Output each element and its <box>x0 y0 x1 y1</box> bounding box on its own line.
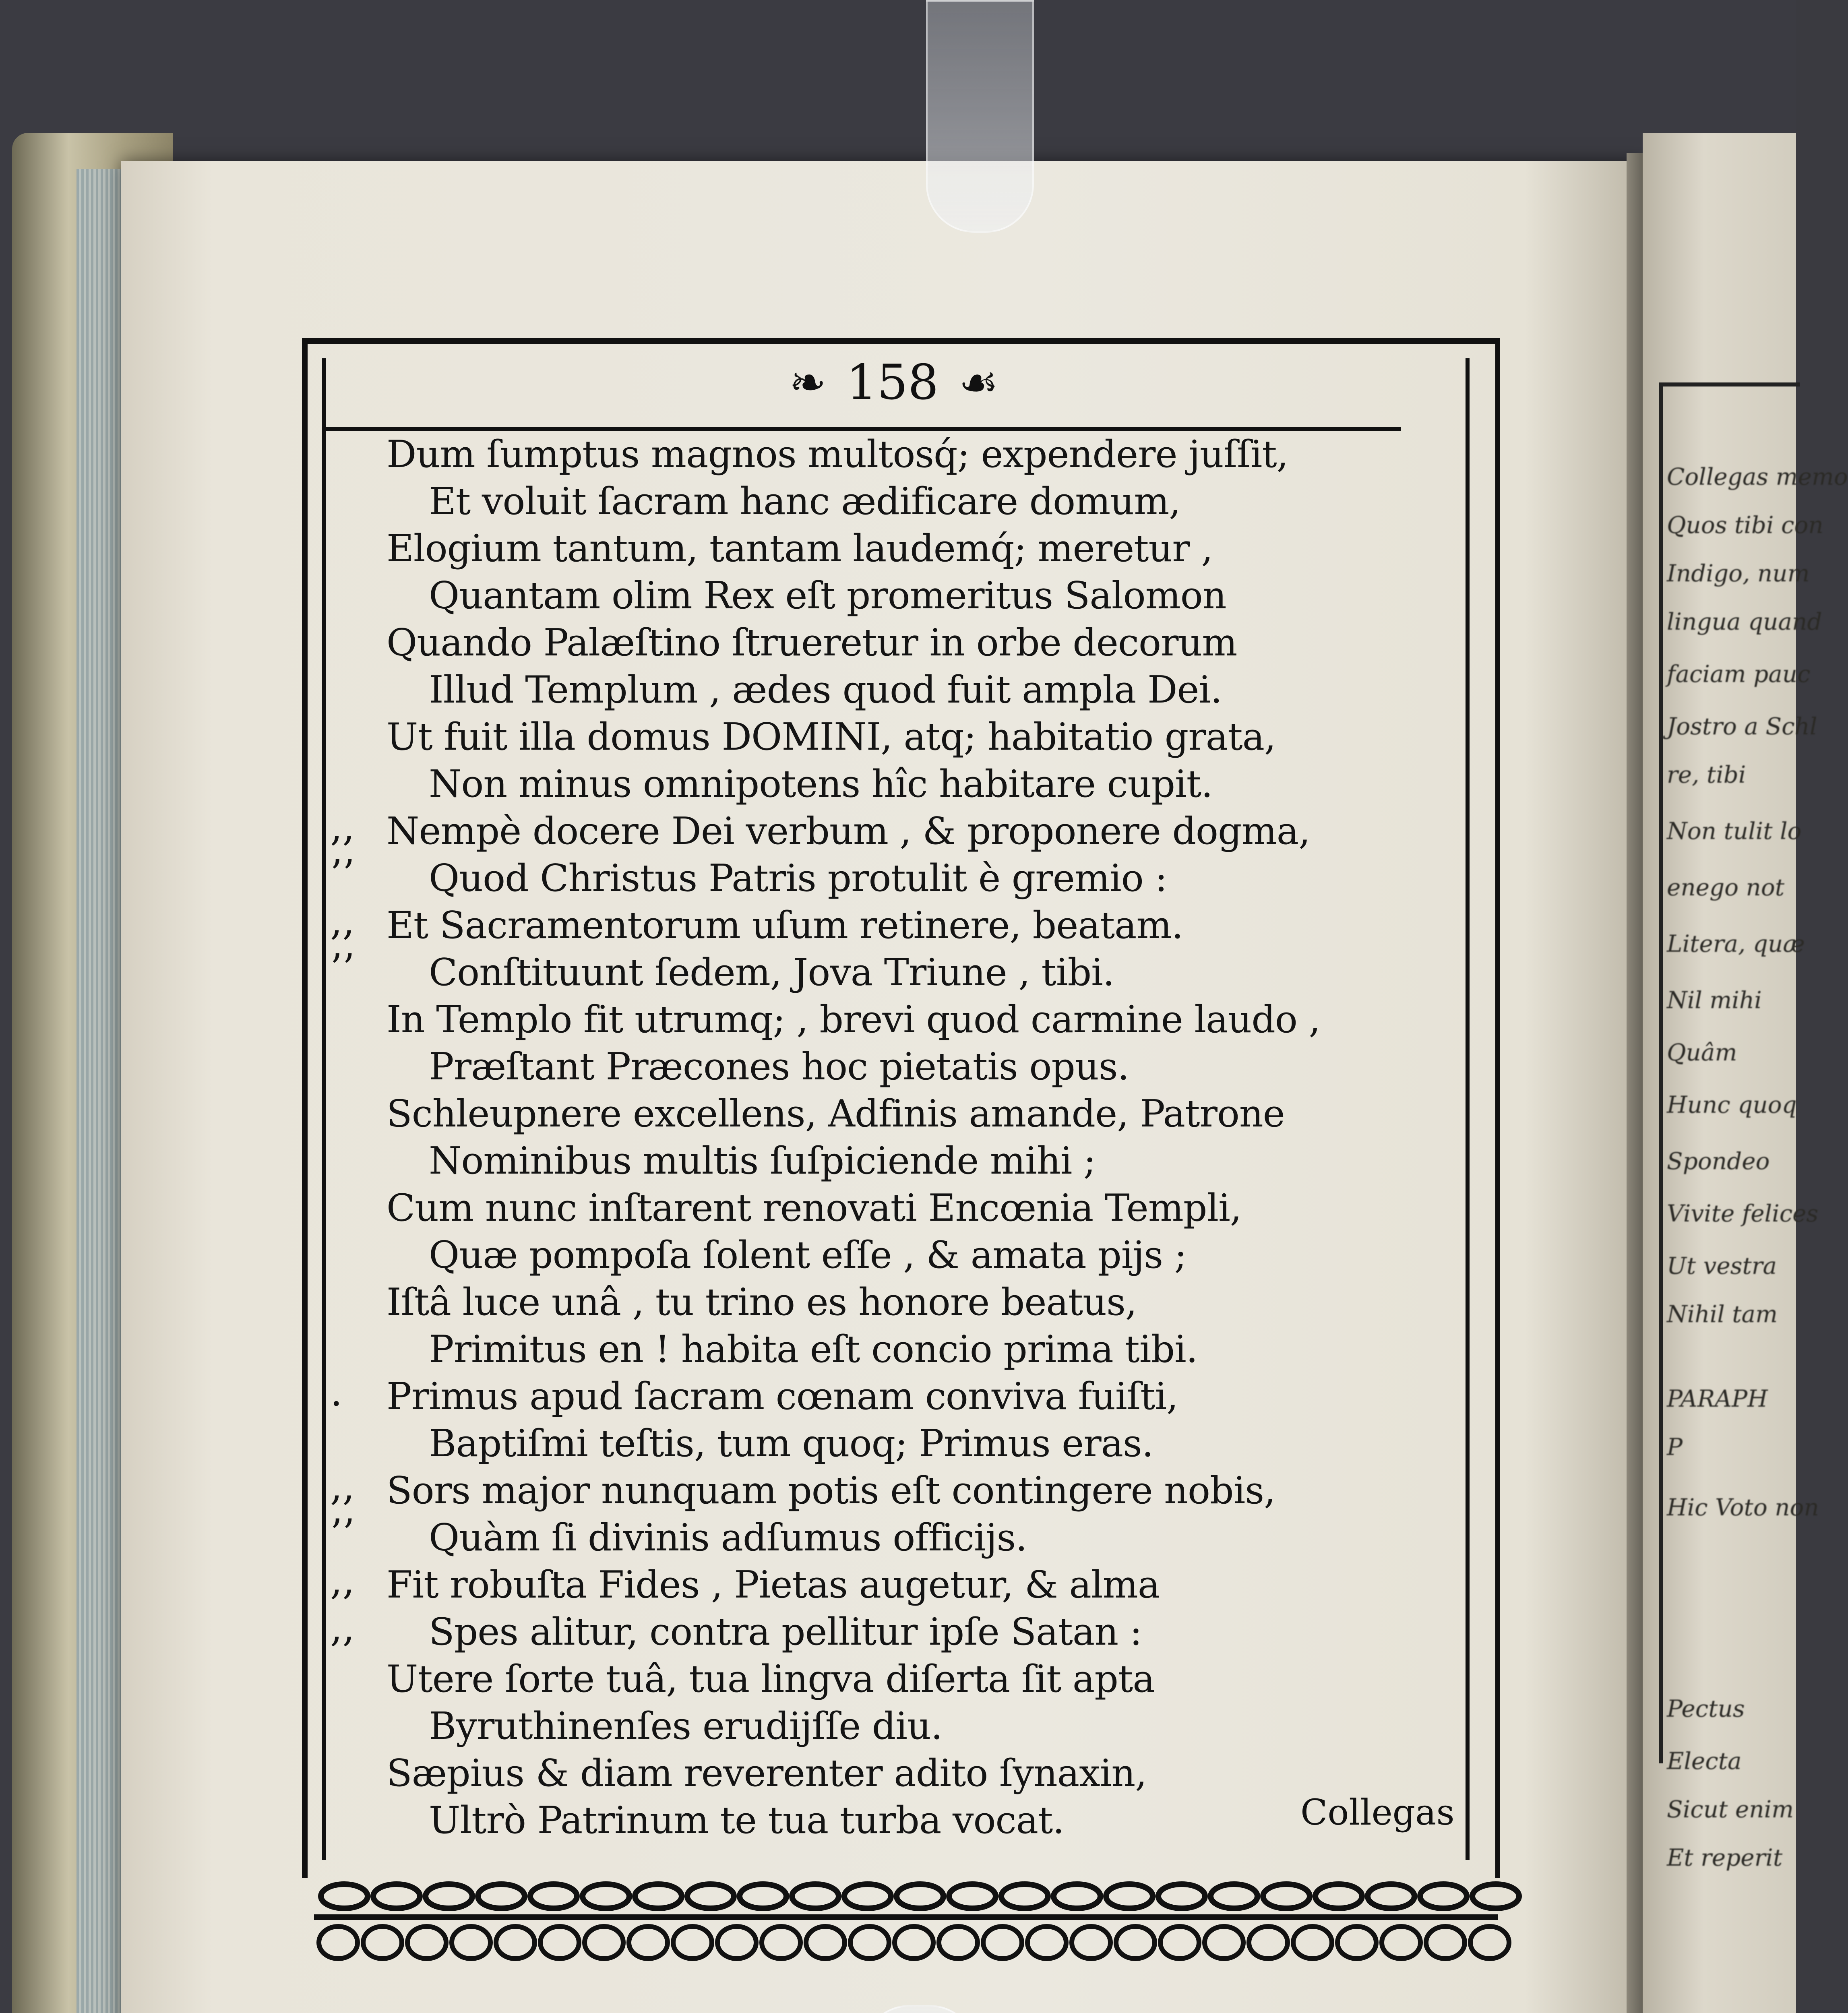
verse-line <box>330 1511 1397 1561</box>
verse-line <box>330 851 1397 902</box>
verse-line <box>330 1090 1397 1137</box>
ornament-loop <box>1106 1884 1153 1908</box>
verse-line <box>330 1797 1397 1844</box>
verse-text: Iſtâ luce unâ , tu trino es honore beatus, <box>387 1280 1137 1324</box>
ornament-row-top <box>314 1884 1519 1920</box>
verse-line <box>330 1184 1397 1232</box>
ornament-loop <box>939 1926 978 1959</box>
quotation-mark: ’’ <box>330 851 355 897</box>
ornament-loop <box>363 1926 402 1959</box>
verse-text: Quantam olim Rex eſt promeritus Salomon <box>429 574 1226 617</box>
facing-page-line: PARAPH <box>1667 1385 1768 1412</box>
ornament-loop <box>1205 1926 1243 1959</box>
ornament-loop <box>1001 1884 1048 1908</box>
verse-text: Sæpius & diam reverenter adito ſynaxin, <box>387 1751 1147 1795</box>
verse-line <box>330 1750 1397 1797</box>
facing-page-line: Non tulit lo <box>1667 817 1802 845</box>
ornament-loop <box>1211 1884 1257 1908</box>
verse-line <box>330 899 1397 949</box>
verse-line <box>330 1326 1397 1373</box>
ornament-loop <box>1315 1884 1362 1908</box>
verse-text: Ultrò Patrinum te tua turba vocat. <box>429 1798 1064 1842</box>
verse-line <box>330 666 1397 713</box>
verse-text: Illud Templum , ædes quod fuit ampla Dei. <box>429 668 1222 711</box>
ornament-loop <box>629 1926 668 1959</box>
ornament-rule <box>314 1914 1498 1920</box>
facing-page-frame <box>1659 382 1800 1763</box>
ornament-loop <box>1027 1926 1066 1959</box>
ornament-loop <box>740 1884 786 1908</box>
verse-line <box>330 1420 1397 1467</box>
ornament-border <box>314 1876 1498 1973</box>
ornament-loop <box>673 1926 712 1959</box>
ornament-loop <box>321 1884 368 1908</box>
verse-text: Non minus omnipotens hîc habitare cupit. <box>429 762 1213 806</box>
facing-page-line: Collegas memo <box>1667 463 1848 490</box>
ornament-loop <box>806 1926 845 1959</box>
facing-page-line: Et reperit <box>1667 1844 1783 1871</box>
ornament-loop <box>792 1884 839 1908</box>
facing-page-line: Vivite felices <box>1667 1200 1819 1227</box>
ornament-loop <box>1263 1884 1310 1908</box>
verse-text: Baptiſmi teſtis, tum quoq; Primus eras. <box>429 1422 1153 1465</box>
quotation-mark: ,, <box>330 1464 355 1509</box>
verse-text: Dum ſumptus magnos multosq́; expendere juſſit, <box>387 432 1288 476</box>
header-rule <box>322 427 1401 431</box>
verse-line <box>330 1232 1397 1279</box>
ornament-loop <box>496 1926 535 1959</box>
quotation-mark: ,, <box>330 804 355 849</box>
facing-page-line: Litera, quæ <box>1667 930 1805 957</box>
ornament-loop <box>895 1926 933 1959</box>
verse-line <box>330 619 1397 666</box>
ornament-loop <box>452 1926 490 1959</box>
ornament-loop <box>540 1926 579 1959</box>
ornament-loop <box>1158 1884 1205 1908</box>
verse-text: Primus apud ſacram cœnam conviva fuiſti, <box>387 1374 1178 1418</box>
quotation-mark: ’’ <box>330 1511 355 1556</box>
ornament-loop <box>1054 1884 1100 1908</box>
verse-line <box>330 1703 1397 1750</box>
ornament-loop <box>762 1926 800 1959</box>
facing-page-line: Spondeo <box>1667 1147 1770 1175</box>
verse-line <box>330 1655 1397 1703</box>
verse-line <box>330 431 1397 478</box>
running-head <box>749 352 1039 413</box>
quotation-mark: ’’ <box>330 946 355 991</box>
verse-line <box>330 525 1397 572</box>
facing-page <box>1643 133 1848 2013</box>
verse-text: Primitus en ! habita eſt concio prima tibi. <box>429 1327 1198 1371</box>
facing-page-line: Hunc quoq <box>1667 1091 1797 1118</box>
quotation-mark: . <box>330 1370 343 1415</box>
verse-text: Sors major nunquam potis eſt contingere nobis, <box>387 1469 1275 1512</box>
ornament-loop <box>478 1884 525 1908</box>
ornament-loop <box>1160 1926 1199 1959</box>
ornament-loop <box>426 1884 472 1908</box>
verse-text: In Templo fit utrumq; , brevi quod carmine laudo , <box>387 998 1321 1041</box>
ornament-loop <box>687 1884 734 1908</box>
verse-text: Schleupnere excellens, Adfinis amande, Patrone <box>387 1092 1285 1135</box>
verse-line <box>330 804 1397 855</box>
ornament-loop <box>635 1884 682 1908</box>
quotation-mark: ,, <box>330 899 355 944</box>
verse-line <box>330 1279 1397 1326</box>
facing-page-line: re, tibi <box>1667 761 1746 788</box>
facing-page-line: Electa <box>1667 1747 1742 1775</box>
ornament-loop <box>530 1884 577 1908</box>
ornament-loop <box>407 1926 446 1959</box>
verse-text: Byruthinenſes erudijſſe diu. <box>429 1704 943 1748</box>
verse-text: Utere ſorte tuâ, tua lingva diſerta ſit apta <box>387 1657 1155 1701</box>
ornament-loop <box>983 1926 1022 1959</box>
verse-line <box>330 761 1397 808</box>
ornament-loop <box>1420 1884 1467 1908</box>
facing-page-line: Pectus <box>1667 1695 1745 1722</box>
verse-line <box>330 996 1397 1043</box>
quotation-mark: ,, <box>330 1605 355 1650</box>
facing-page-line: P <box>1667 1433 1683 1461</box>
verse-line <box>330 1605 1397 1655</box>
facing-page-line: Indigo, num <box>1667 560 1810 587</box>
ornament-loop <box>373 1884 420 1908</box>
facing-page-line: Nihil tam <box>1667 1300 1778 1328</box>
verse-text: Spes alitur, contra pellitur ipſe Satan : <box>429 1610 1142 1653</box>
verse-line <box>330 713 1397 761</box>
ornament-loop <box>897 1884 943 1908</box>
page-number: 158 <box>846 354 939 411</box>
verse-text: Conſtituunt ſedem, Jova Triune , tibi. <box>429 951 1114 994</box>
facing-page-line: faciam pauc <box>1667 660 1811 688</box>
ornament-loop <box>844 1884 891 1908</box>
facing-page-line: Hic Voto non <box>1667 1494 1819 1521</box>
verse-line <box>330 478 1397 525</box>
ornament-loop <box>850 1926 889 1959</box>
verse-text: Nempè docere Dei verbum , & proponere dogma, <box>387 809 1310 853</box>
verse-line <box>330 1137 1397 1184</box>
verse-line <box>330 1043 1397 1090</box>
verse-text: Quod Christus Patris protulit è gremio : <box>429 856 1167 900</box>
facing-page-line: lingua quand <box>1667 608 1822 635</box>
ornament-loop <box>1368 1884 1414 1908</box>
ornament-loop <box>949 1884 996 1908</box>
ornament-row-bottom <box>319 1926 1509 1959</box>
page-clip-top <box>926 0 1034 233</box>
catchword: Collegas <box>1300 1792 1455 1833</box>
verse-text: Quando Palæſtino ſtrueretur in orbe decorum <box>387 621 1237 664</box>
ornament-loop <box>1293 1926 1332 1959</box>
facing-page-line: Sicut enim <box>1667 1796 1794 1823</box>
verse-text: Elogium tantum, tantam laudemq́; meretur , <box>387 527 1213 570</box>
facing-page-line: Jostro a Schl <box>1667 713 1817 740</box>
verse-text: Quæ pompoſa ſolent eſſe , & amata pijs ; <box>429 1233 1187 1277</box>
verse-text: Ut fuit illa domus DOMINI, atq; habitatio grata, <box>387 715 1276 758</box>
facing-page-line: Quâm <box>1667 1039 1737 1066</box>
fleuron-left-icon: ❧ <box>789 357 827 408</box>
ornament-loop <box>1382 1926 1420 1959</box>
ornament-loop <box>1337 1926 1376 1959</box>
facing-page-line: Nil mihi <box>1667 986 1762 1014</box>
ornament-loop <box>1072 1926 1110 1959</box>
verse-line <box>330 1558 1397 1608</box>
ornament-loop <box>585 1926 623 1959</box>
verse-block <box>330 431 1397 1844</box>
verse-line <box>330 1464 1397 1514</box>
ornament-loop <box>1426 1926 1465 1959</box>
ornament-loop <box>1116 1926 1155 1959</box>
verse-line <box>330 1370 1397 1420</box>
ornament-loop <box>717 1926 756 1959</box>
facing-page-line: Quos tibi con <box>1667 511 1823 539</box>
verse-text: Fit robuſta Fides , Pietas augetur, & alma <box>387 1563 1160 1606</box>
verse-line <box>330 572 1397 619</box>
facing-page-line: enego not <box>1667 874 1785 901</box>
verse-line <box>330 946 1397 996</box>
verse-text: Quàm ſi divinis adſumus officijs. <box>429 1516 1027 1559</box>
verse-text: Et voluit ſacram hanc ædificare domum, <box>429 479 1180 523</box>
verse-text: Præſtant Præcones hoc pietatis opus. <box>429 1045 1129 1088</box>
verse-text: Nominibus multis ſuſpiciende mihi ; <box>429 1139 1096 1182</box>
ornament-loop <box>583 1884 629 1908</box>
facing-page-line: Ut vestra <box>1667 1252 1777 1279</box>
ornament-loop <box>1249 1926 1288 1959</box>
verse-text: Cum nunc inſtarent renovati Encœnia Templi, <box>387 1186 1242 1230</box>
verse-text: Et Sacramentorum uſum retinere, beatam. <box>387 903 1183 947</box>
quotation-mark: ,, <box>330 1558 355 1603</box>
fleuron-right-icon: ☙ <box>959 357 998 408</box>
ornament-loop <box>319 1926 358 1959</box>
